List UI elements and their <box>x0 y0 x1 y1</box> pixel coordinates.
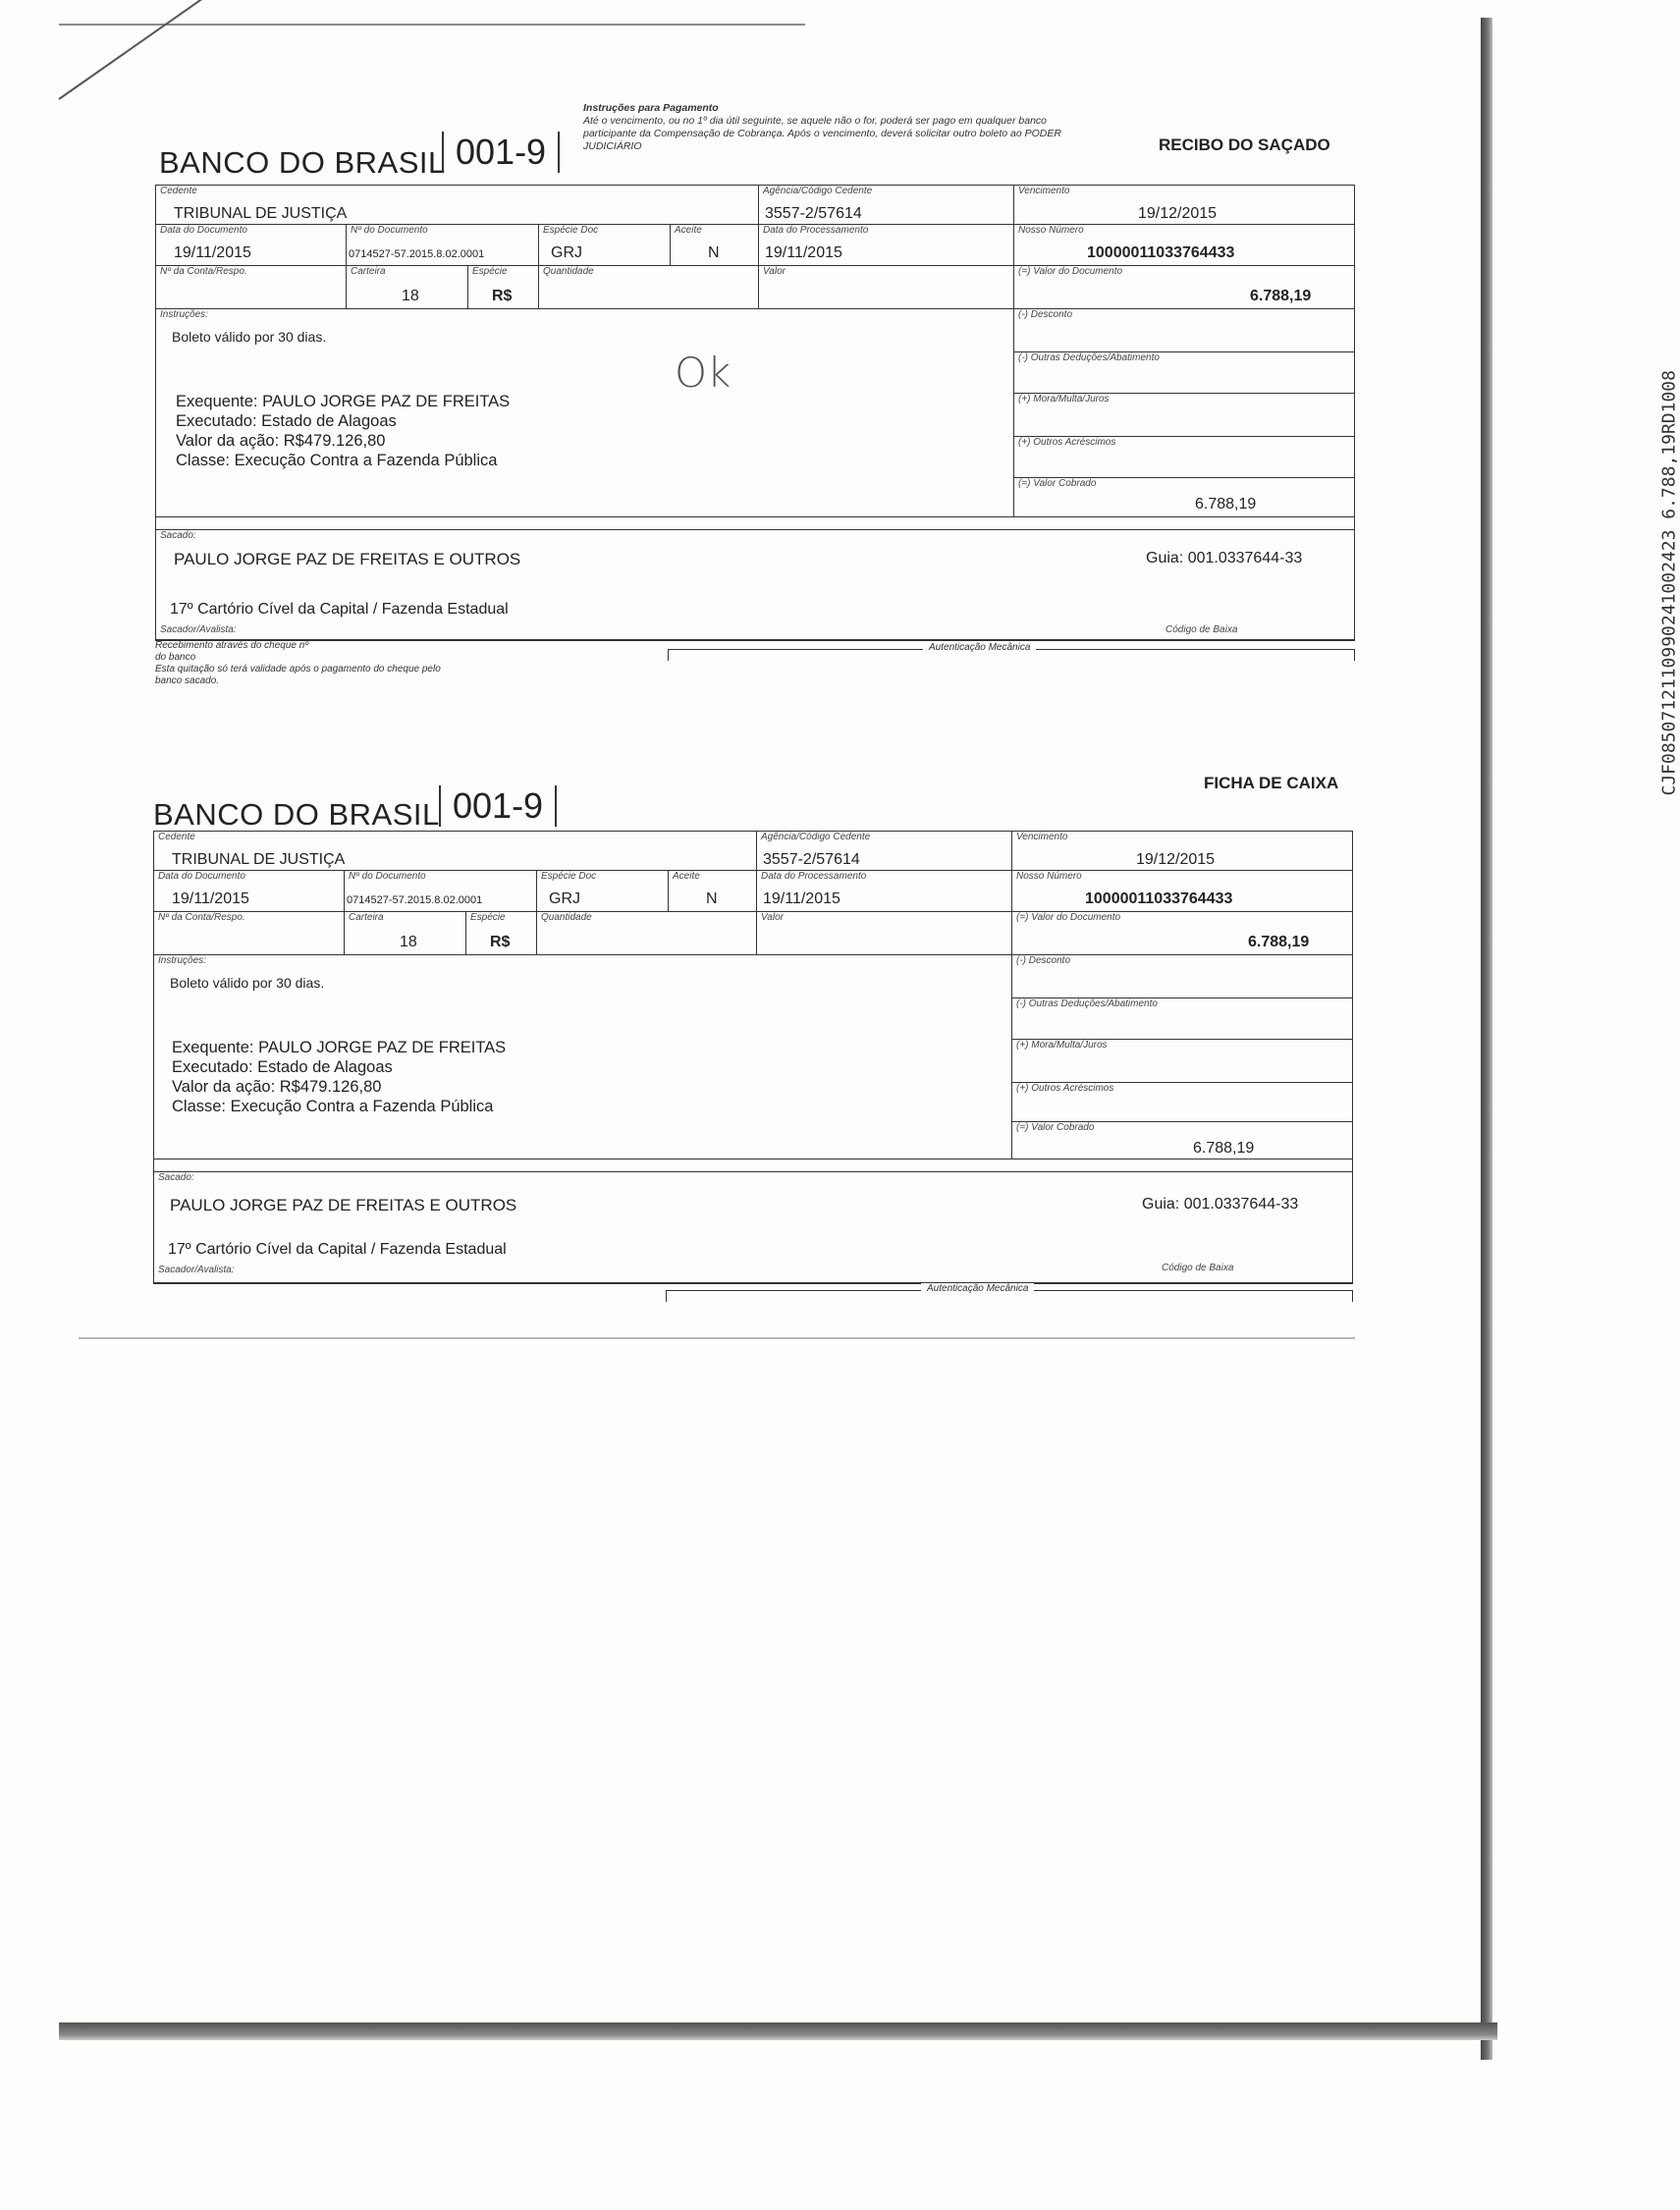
value-cedente: TRIBUNAL DE JUSTIÇA <box>174 205 348 222</box>
scan-edge-right <box>1481 18 1492 2060</box>
recebimento-note: Recebimento através do cheque nº do banco Esta quitação só terá validade após o pagamento do cheque pelo banco sacado. <box>155 640 441 686</box>
cell-data-documento <box>156 225 347 266</box>
value-aceite: N <box>706 890 718 907</box>
bank-name: BANCO DO BRASIL <box>153 797 440 832</box>
value-valor-cobrado: 6.788,19 <box>1193 1140 1255 1157</box>
cell-especie-doc <box>537 871 669 912</box>
cell-quantidade <box>537 912 757 955</box>
cell-carteira <box>347 266 468 309</box>
cell-especie <box>468 266 539 309</box>
label-sacado: Sacado: <box>160 530 196 541</box>
cell-num-documento <box>345 871 537 912</box>
label-desconto: (-) Desconto <box>1016 955 1071 966</box>
side-stamp: CJF0850712110990241002423 6.788,19RD1008 <box>1658 370 1680 796</box>
label-data-processamento: Data do Processamento <box>763 225 869 236</box>
paper-fold-line <box>79 1337 1355 1339</box>
label-data-documento: Data do Documento <box>160 225 247 236</box>
label-especie: Espécie <box>472 266 508 277</box>
value-especie-doc: GRJ <box>551 244 582 261</box>
value-especie: R$ <box>492 288 513 304</box>
cell-desconto <box>1012 955 1352 998</box>
boleto-grid <box>155 185 1355 530</box>
label-aceite: Aceite <box>673 871 700 882</box>
cell-cedente <box>154 832 757 871</box>
label-valor-documento: (=) Valor do Documento <box>1016 912 1121 923</box>
value-num-documento: 0714527-57.2015.8.02.0001 <box>347 894 483 906</box>
case-details: Exequente: PAULO JORGE PAZ DE FREITAS Executado: Estado de Alagoas Valor da ação: R$479.126,80 Classe: Execução Contra a Fazenda Pública <box>172 1039 507 1115</box>
value-cartorio: 17º Cartório Cível da Capital / Fazenda Estadual <box>168 1241 507 1258</box>
label-instrucoes: Instruções: <box>158 955 206 966</box>
label-data-processamento: Data do Processamento <box>761 871 867 882</box>
value-vencimento: 19/12/2015 <box>1138 205 1218 222</box>
scan-fold-mark <box>58 0 244 100</box>
label-agencia: Agência/Código Cedente <box>763 186 873 196</box>
cell-outras-deducoes <box>1012 998 1352 1040</box>
value-data-processamento: 19/11/2015 <box>763 890 840 907</box>
label-valor: Valor <box>763 266 786 277</box>
cell-data-processamento <box>759 225 1014 266</box>
case-details: Exequente: PAULO JORGE PAZ DE FREITAS Executado: Estado de Alagoas Valor da ação: R$479.126,80 Classe: Execução Contra a Fazenda Pública <box>176 393 511 469</box>
label-outros-acrescimos: (+) Outros Acréscimos <box>1016 1083 1114 1094</box>
value-aceite: N <box>708 244 720 261</box>
label-valor: Valor <box>761 912 784 923</box>
cell-vencimento <box>1012 832 1352 871</box>
cell-valor-documento <box>1014 266 1354 309</box>
payment-instructions <box>583 102 1094 153</box>
boleto-grid <box>153 831 1353 1172</box>
label-num-documento: Nº do Documento <box>351 225 428 236</box>
label-cedente: Cedente <box>158 832 195 842</box>
cell-valor-cobrado <box>1012 1122 1352 1159</box>
label-valor-documento: (=) Valor do Documento <box>1018 266 1123 277</box>
value-nosso-numero: 10000011033764433 <box>1087 244 1235 261</box>
label-vencimento: Vencimento <box>1016 832 1068 842</box>
label-quantidade: Quantidade <box>543 266 594 277</box>
label-mora: (+) Mora/Multa/Juros <box>1016 1040 1108 1051</box>
value-sacado: PAULO JORGE PAZ DE FREITAS E OUTROS <box>170 1196 517 1214</box>
label-valor-cobrado: (=) Valor Cobrado <box>1018 478 1097 489</box>
cell-carteira <box>345 912 466 955</box>
value-nosso-numero: 10000011033764433 <box>1085 890 1233 907</box>
cell-data-processamento <box>757 871 1012 912</box>
value-carteira: 18 <box>402 288 419 304</box>
cell-valor <box>759 266 1014 309</box>
cell-quantidade <box>539 266 759 309</box>
cell-nosso-numero <box>1012 871 1352 912</box>
value-valor-documento: 6.788,19 <box>1250 288 1312 304</box>
label-codigo-baixa: Código de Baixa <box>1165 624 1238 635</box>
label-agencia: Agência/Código Cedente <box>761 832 871 842</box>
value-guia: Guia: 001.0337644-33 <box>1146 550 1303 566</box>
cell-mora <box>1014 394 1354 437</box>
label-quantidade: Quantidade <box>541 912 592 923</box>
label-nosso-numero: Nosso Número <box>1018 225 1084 236</box>
label-mora: (+) Mora/Multa/Juros <box>1018 394 1110 404</box>
payment-instructions-title: Instruções para Pagamento <box>583 102 719 114</box>
label-carteira: Carteira <box>351 266 386 277</box>
value-data-documento: 19/11/2015 <box>172 890 249 907</box>
cell-valor-documento <box>1012 912 1352 955</box>
label-especie: Espécie <box>470 912 506 923</box>
label-vencimento: Vencimento <box>1018 186 1070 196</box>
bank-code: 001-9 <box>442 132 560 173</box>
label-outros-acrescimos: (+) Outros Acréscimos <box>1018 437 1116 448</box>
label-sacado: Sacado: <box>158 1172 194 1183</box>
value-agencia: 3557-2/57614 <box>763 851 860 868</box>
cell-valor <box>757 912 1012 955</box>
value-data-processamento: 19/11/2015 <box>765 244 842 261</box>
label-nosso-numero: Nosso Número <box>1016 871 1082 882</box>
cell-especie-doc <box>539 225 671 266</box>
cell-valor-cobrado <box>1014 478 1354 517</box>
label-especie-doc: Espécie Doc <box>543 225 599 236</box>
receipt-title: RECIBO DO SAÇADO <box>1159 135 1330 154</box>
label-sacador: Sacador/Avalista: <box>160 624 237 635</box>
label-sacador: Sacador/Avalista: <box>158 1265 235 1275</box>
label-codigo-baixa: Código de Baixa <box>1162 1263 1234 1273</box>
label-data-documento: Data do Documento <box>158 871 245 882</box>
cell-vencimento <box>1014 186 1354 225</box>
sacado-block <box>155 530 1355 640</box>
cell-aceite <box>671 225 759 266</box>
value-cartorio: 17º Cartório Cível da Capital / Fazenda Estadual <box>170 601 509 618</box>
value-valor-cobrado: 6.788,19 <box>1195 496 1257 512</box>
sacado-block <box>153 1172 1353 1282</box>
cell-outros-acrescimos <box>1012 1083 1352 1122</box>
value-instrucoes: Boleto válido por 30 dias. <box>172 329 327 345</box>
sacado-block-bottom <box>153 1282 1353 1284</box>
scan-edge-top <box>59 24 805 26</box>
label-desconto: (-) Desconto <box>1018 309 1073 320</box>
label-autenticacao: Autenticação Mecânica <box>923 642 1036 653</box>
value-valor-documento: 6.788,19 <box>1248 934 1310 950</box>
scan-edge-bottom <box>59 2022 1497 2040</box>
cell-outras-deducoes <box>1014 352 1354 394</box>
cell-num-conta <box>156 266 347 309</box>
value-agencia: 3557-2/57614 <box>765 205 862 222</box>
label-carteira: Carteira <box>349 912 384 923</box>
label-num-conta: Nº da Conta/Respo. <box>158 912 245 923</box>
label-autenticacao: Autenticação Mecânica <box>921 1283 1034 1294</box>
cell-desconto <box>1014 309 1354 352</box>
value-vencimento: 19/12/2015 <box>1136 851 1216 868</box>
receipt-title: FICHA DE CAIXA <box>1204 774 1339 792</box>
value-cedente: TRIBUNAL DE JUSTIÇA <box>172 851 346 868</box>
label-aceite: Aceite <box>675 225 702 236</box>
cell-nosso-numero <box>1014 225 1354 266</box>
cell-agencia <box>759 186 1014 225</box>
cell-agencia <box>757 832 1012 871</box>
value-especie-doc: GRJ <box>549 890 580 907</box>
label-num-conta: Nº da Conta/Respo. <box>160 266 247 277</box>
cell-instrucoes <box>154 955 1012 1159</box>
value-data-documento: 19/11/2015 <box>174 244 251 261</box>
value-instrucoes: Boleto válido por 30 dias. <box>170 975 325 991</box>
label-num-documento: Nº do Documento <box>349 871 426 882</box>
cell-especie <box>466 912 537 955</box>
handwritten-ok: Ok <box>675 349 732 397</box>
value-sacado: PAULO JORGE PAZ DE FREITAS E OUTROS <box>174 550 521 568</box>
cell-aceite <box>669 871 757 912</box>
label-valor-cobrado: (=) Valor Cobrado <box>1016 1122 1095 1133</box>
value-guia: Guia: 001.0337644-33 <box>1142 1196 1299 1213</box>
cell-num-documento <box>347 225 539 266</box>
label-outras-deducoes: (-) Outras Deduções/Abatimento <box>1016 998 1158 1009</box>
cell-data-documento <box>154 871 345 912</box>
cell-mora <box>1012 1040 1352 1083</box>
cell-outros-acrescimos <box>1014 437 1354 478</box>
value-carteira: 18 <box>400 934 417 950</box>
bank-name: BANCO DO BRASIL <box>159 145 446 180</box>
label-cedente: Cedente <box>160 186 197 196</box>
value-num-documento: 0714527-57.2015.8.02.0001 <box>349 248 485 260</box>
value-especie: R$ <box>490 934 511 950</box>
cell-num-conta <box>154 912 345 955</box>
cell-instrucoes <box>156 309 1014 517</box>
label-instrucoes: Instruções: <box>160 309 208 320</box>
cell-cedente <box>156 186 759 225</box>
label-especie-doc: Espécie Doc <box>541 871 597 882</box>
label-outras-deducoes: (-) Outras Deduções/Abatimento <box>1018 352 1160 363</box>
payment-instructions-text: Até o vencimento, ou no 1º dia útil seguinte, se aquele não o for, poderá ser pago em qualquer banco participante da Compensação de Cobrança. Após o vencimento, deverá solicitar outro boleto ao PODER JUDICIÁRIO <box>583 115 1061 152</box>
bank-code: 001-9 <box>439 785 557 827</box>
